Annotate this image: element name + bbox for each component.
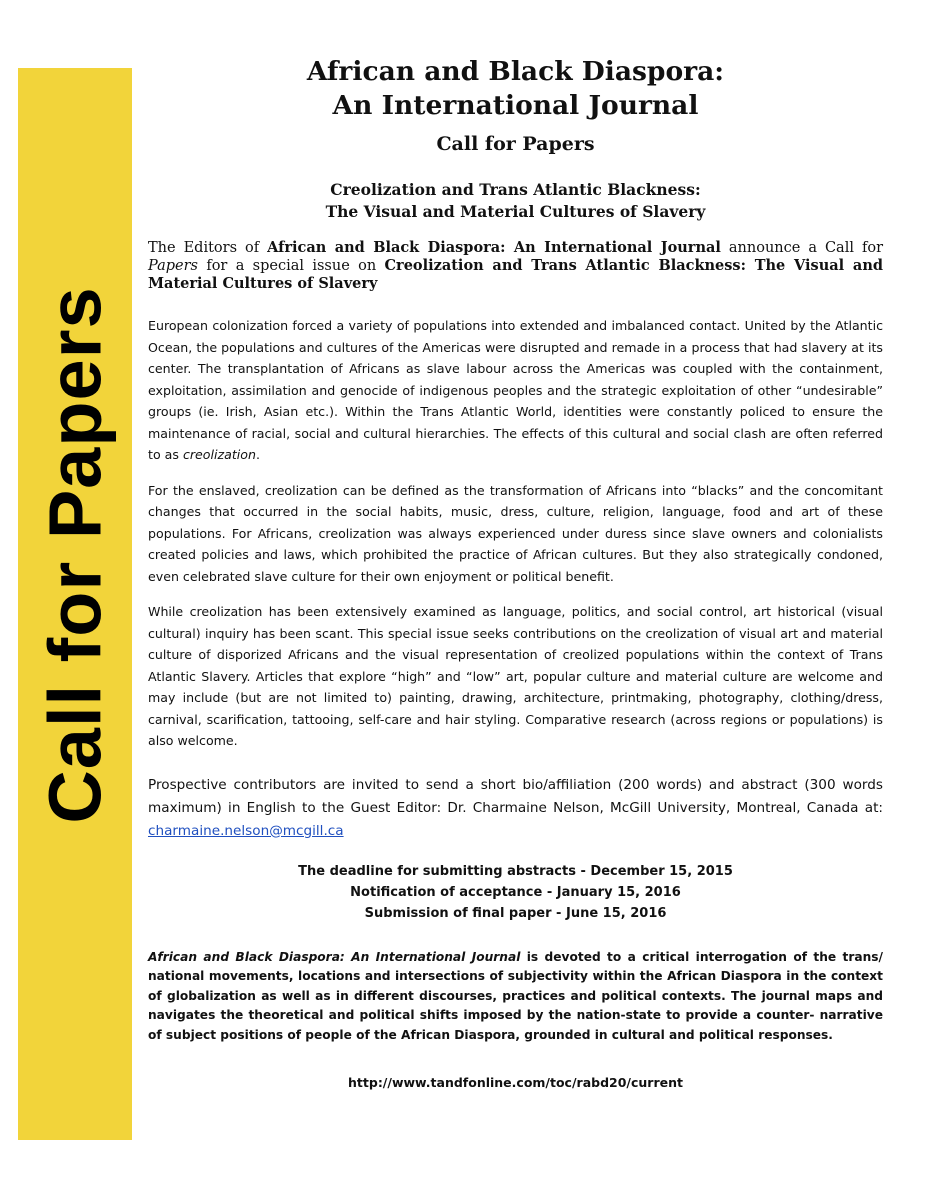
- journal-title-line2: An International Journal: [332, 90, 699, 121]
- editors-text-1: The Editors of: [148, 240, 268, 256]
- acceptance-notification-date: Notification of acceptance - January 15, 2016: [350, 884, 681, 900]
- special-issue-title-line2: The Visual and Material Cultures of Slavery: [325, 202, 706, 221]
- abstract-deadline: The deadline for submitting abstracts - December 15, 2015: [298, 863, 733, 879]
- journal-description-name: African and Black Diaspora: An International Journal: [148, 949, 521, 964]
- body-paragraph-3: While creolization has been extensively examined as language, politics, and social control, art historical (visual cultural) inquiry has been scant. This special issue seeks contributions on the creolization of visual art and material culture of disporized Africans and the visual representation of creolized populations within the context of Trans Atlantic Slavery. Articles that explore “high” and “low” art, popular culture and material culture are welcome and may include (but are not limited to) painting, drawing, architecture, printmaking, photography, clothing/dress, carnival, scarification, tattooing, self-care and hair styling. Comparative research (across regions or populations) is also welcome.: [148, 604, 883, 748]
- journal-description: [148, 948, 883, 1046]
- special-issue-title-line1: Creolization and Trans Atlantic Blackness:: [330, 180, 701, 199]
- body-paragraph-2: For the enslaved, creolization can be defined as the transformation of Africans into “blacks” and the concomitant changes that occurred in the social habits, music, dress, culture, religion, language, food and art of these populations. For Africans, creolization was always experienced under duress since slave owners and colonialists created policies and laws, which prohibited the practice of African cultures. But they also strategically condoned, even celebrated slave culture for their own enjoyment or political benefit.: [148, 482, 883, 584]
- editors-text-3: for a special issue on: [198, 258, 385, 274]
- journal-title: [148, 55, 883, 123]
- creolization-term: creolization: [182, 447, 256, 462]
- special-issue-title: [148, 179, 883, 223]
- journal-url-link[interactable]: http://www.tandfonline.com/toc/rabd20/current: [348, 1075, 683, 1090]
- journal-title-line1: African and Black Diaspora:: [306, 56, 725, 87]
- editors-announcement: [148, 239, 883, 293]
- final-paper-deadline: Submission of final paper - June 15, 2016: [364, 905, 667, 921]
- sidebar-label: Call for Papers: [33, 286, 117, 824]
- main-content: [148, 55, 883, 1090]
- body-paragraph-1-text: European colonization forced a variety of populations into extended and imbalanced contact. United by the Atlantic Ocean, the populations and cultures of the Americas were disrupted and remade in a process that had slavery at its center. The transplantation of Africans as slave labour across the Americas was coupled with the containment, exploitation, assimilation and genocide of indigenous peoples and the strategic exploitation of other “undesirable” groups (ie. Irish, Asian etc.). Within the Trans Atlantic World, identities were constantly policed to ensure the maintenance of racial, social and cultural hierarchies. The effects of this cultural and social clash are often referred to as: [148, 318, 883, 462]
- guest-editor-email-link[interactable]: charmaine.nelson@mcgill.ca: [148, 822, 344, 839]
- editors-issue-name: Creolization and Trans Atlantic Blackness: The Visual and Material Cultures of Slavery: [148, 257, 883, 292]
- body-paragraph-1: [148, 315, 883, 466]
- journal-description-text: is devoted to a critical interrogation of the trans/ national movements, locations and intersections of subjectivity within the African Diaspora in the context of globalization as well as in different discourses, practices and political contexts. The journal maps and navigates the theoretical and political shifts imposed by the nation-state to provide a counter- narrative of subject positions of people of the African Diaspora, grounded in cultural and political responses.: [148, 949, 883, 1042]
- contributors-paragraph: [148, 774, 883, 843]
- editors-text-2: announce a Call for: [720, 240, 883, 256]
- editors-papers: Papers: [148, 258, 198, 274]
- body-paragraph-1-end: .: [255, 447, 260, 462]
- editors-journal-name: African and Black Diaspora: An International Journal: [267, 239, 721, 256]
- call-for-papers-heading: Call for Papers: [436, 133, 595, 155]
- deadlines-block: [148, 861, 883, 924]
- contributors-text: Prospective contributors are invited to send a short bio/affiliation (200 words) and abstract (300 words maximum) in English to the Guest Editor: Dr. Charmaine Nelson, McGill University, Montreal, Canada at:: [148, 776, 883, 816]
